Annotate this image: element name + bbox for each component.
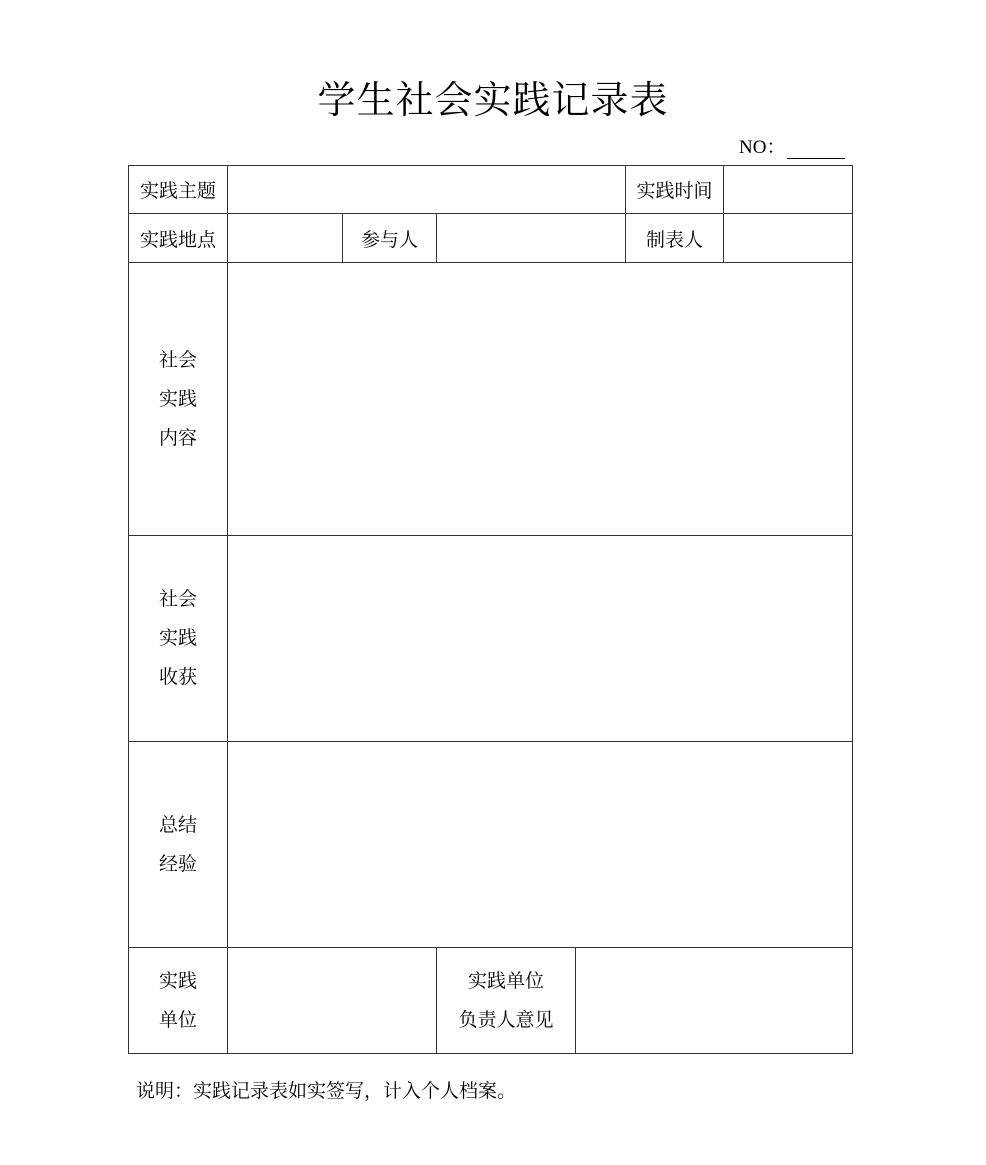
location-label: 实践地点 bbox=[129, 214, 228, 263]
location-field[interactable] bbox=[228, 214, 343, 263]
topic-label: 实践主题 bbox=[129, 166, 228, 214]
unit-opinion-label bbox=[437, 948, 576, 1054]
summary-field[interactable] bbox=[228, 742, 853, 948]
instructions-note: 说明：实践记录表如实签写，计入个人档案。 bbox=[136, 1080, 517, 1102]
content-label-line: 实践 bbox=[158, 387, 197, 410]
unit-field[interactable] bbox=[228, 948, 437, 1054]
time-label: 实践时间 bbox=[626, 166, 724, 214]
record-table bbox=[128, 165, 853, 1054]
content-label bbox=[129, 263, 228, 536]
serial-number-label: NO： bbox=[739, 137, 786, 158]
summary-label-line: 经验 bbox=[158, 852, 197, 875]
unit-label-line: 实践 bbox=[158, 969, 197, 992]
serial-number-blank[interactable] bbox=[787, 138, 845, 159]
content-label-line: 社会 bbox=[158, 348, 197, 371]
gains-label-line: 收获 bbox=[158, 666, 197, 688]
unit-opinion-label-line: 负责人意见 bbox=[458, 1008, 554, 1031]
participants-field[interactable] bbox=[437, 214, 626, 263]
gains-label bbox=[129, 536, 228, 742]
summary-label-line: 总结 bbox=[158, 813, 197, 836]
gains-label-line: 实践 bbox=[158, 627, 197, 649]
content-label-line: 内容 bbox=[158, 426, 197, 449]
summary-label bbox=[129, 742, 228, 948]
preparer-label: 制表人 bbox=[626, 214, 724, 263]
preparer-field[interactable] bbox=[724, 214, 853, 263]
unit-label bbox=[129, 948, 228, 1054]
serial-number bbox=[739, 135, 845, 159]
time-field[interactable] bbox=[724, 166, 853, 214]
unit-opinion-label-line: 实践单位 bbox=[467, 969, 544, 992]
gains-label-line: 社会 bbox=[158, 588, 197, 610]
gains-field[interactable] bbox=[228, 536, 853, 742]
unit-opinion-field[interactable] bbox=[576, 948, 853, 1054]
unit-label-line: 单位 bbox=[158, 1008, 197, 1031]
participants-label: 参与人 bbox=[343, 214, 437, 263]
topic-field[interactable] bbox=[228, 166, 626, 214]
content-field[interactable] bbox=[228, 263, 853, 536]
page-title: 学生社会实践记录表 bbox=[317, 78, 669, 122]
